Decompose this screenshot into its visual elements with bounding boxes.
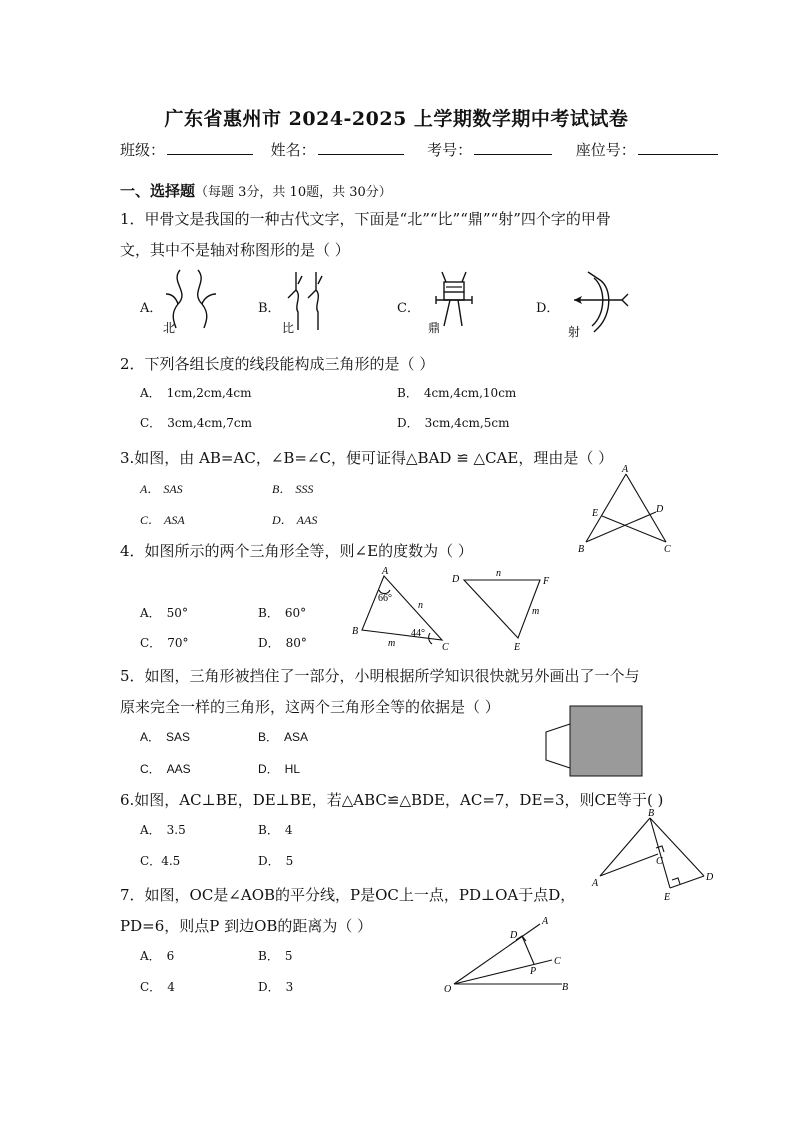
q1-option-c-label[interactable]: C． [397, 301, 420, 316]
q5-option-c[interactable] [140, 760, 191, 777]
q1-char-she: 射 [568, 325, 581, 338]
seat-label: 座位号： [575, 141, 636, 159]
q4-label-m-right: m [532, 606, 540, 617]
q2-option-a-label: A． [140, 386, 161, 400]
q4-angle-a: 66° [378, 593, 392, 604]
q4-option-b-text: 60° [284, 606, 307, 620]
q7-option-c[interactable] [140, 978, 175, 995]
oracle-bei-glyph [160, 266, 224, 336]
q3-figure [572, 462, 682, 554]
q7-label-o: O [444, 984, 452, 995]
q6-option-b-label: B． [258, 823, 279, 837]
q4-label-b: B [352, 626, 359, 637]
q6-option-c-label: C． [140, 854, 162, 868]
section-note: （每题 3分，共 10题，共 30分） [195, 185, 392, 200]
q2-option-b-label: B． [397, 386, 418, 400]
q3-label-d: D [656, 504, 664, 515]
q6-label-c: C [656, 856, 663, 867]
seat-field[interactable] [638, 140, 718, 155]
oracle-bi-glyph [280, 266, 336, 336]
q7-option-a[interactable] [140, 947, 174, 964]
q6-option-a-text: 3.5 [166, 823, 186, 837]
q5-option-b-label: B． [258, 730, 279, 744]
q4-option-c[interactable] [140, 634, 188, 651]
q3-option-d[interactable] [272, 511, 317, 528]
q5-option-a[interactable] [140, 728, 190, 745]
q4-label-d: D [452, 574, 460, 585]
q4-label-c: C [442, 642, 449, 653]
q2-option-d-text: 3cm,4cm,5cm [424, 416, 510, 430]
page-title: 广东省惠州市 2024-2025 上学期数学期中考试试卷 [164, 108, 629, 130]
q1-char-ding: 鼎 [428, 321, 441, 335]
q1-option-b-label[interactable]: B． [258, 301, 281, 316]
q4-option-d-text: 80° [285, 636, 307, 650]
section-heading [120, 180, 392, 201]
q4-option-c-text: 70° [167, 636, 189, 650]
q5-option-b-text: ASA [284, 730, 309, 744]
q5-option-a-text: SAS [166, 730, 191, 744]
q6-option-b-text: 4 [284, 823, 293, 837]
q3-label-e: E [592, 508, 599, 519]
q6-label-b: B [648, 808, 655, 819]
q6-label-d: D [706, 872, 714, 883]
q6-option-d-label: D． [258, 854, 280, 868]
q2-option-a[interactable] [140, 384, 252, 401]
q7-line2: PD=6，则点P 到边OB的距离为（ ） [120, 917, 373, 935]
q7-option-b-label: B． [258, 949, 279, 963]
q7-option-d-text: 3 [285, 980, 294, 994]
q2-stem: 2．下列各组长度的线段能构成三角形的是（ ） [120, 355, 435, 373]
q5-line2: 原来完全一样的三角形，这两个三角形全等的依据是（ ） [120, 698, 500, 716]
q4-label-n-left: n [418, 600, 423, 611]
q7-label-d: D [510, 930, 518, 941]
q1-char-bei: 北 [163, 321, 176, 335]
q7-option-a-text: 6 [166, 949, 175, 963]
q4-option-b-label: B． [258, 606, 279, 620]
q3-option-c[interactable] [140, 511, 185, 528]
q6-figure [590, 806, 720, 902]
q6-label-a: A [592, 878, 599, 889]
q3-option-d-label: D． [272, 513, 293, 527]
q4-label-m-left: m [388, 638, 396, 649]
section-title: 一、选择题 [120, 182, 196, 200]
header-fields [120, 139, 718, 160]
q3-option-a-text: SAS [163, 482, 183, 496]
q4-option-b[interactable] [258, 604, 306, 621]
q5-option-c-text: AAS [166, 762, 191, 776]
q5-cover-block [570, 706, 642, 776]
q7-option-d-label: D． [258, 980, 280, 994]
q7-label-b: B [562, 982, 569, 993]
q6-option-b[interactable] [258, 821, 292, 838]
exam-no-field[interactable] [474, 140, 552, 155]
q4-label-a: A [382, 566, 389, 577]
exam-no-label: 考号： [427, 141, 473, 159]
q4-option-a[interactable] [140, 604, 188, 621]
q6-label-e: E [664, 892, 671, 902]
q5-option-d-label: D． [258, 762, 279, 776]
q6-option-c[interactable] [140, 852, 180, 869]
q4-label-f: F [543, 576, 550, 587]
q1-char-bi: 比 [282, 321, 295, 335]
q3-option-b-label: B． [272, 482, 292, 496]
q6-option-c-text: 4.5 [161, 854, 181, 868]
q3-stem: 3.如图，由 AB=AC，∠B=∠C，便可证得△BAD ≌ △CAE，理由是（ ） [120, 449, 614, 467]
q5-line1: 5．如图，三角形被挡住了一部分，小明根据所学知识很快就另外画出了一个与 [120, 667, 640, 685]
q2-option-a-text: 1cm,2cm,4cm [166, 386, 252, 400]
oracle-ding-glyph [420, 266, 484, 338]
q7-option-b-text: 5 [284, 949, 293, 963]
q2-option-c[interactable] [140, 414, 252, 431]
q5-option-a-label: A． [140, 730, 161, 744]
q3-option-b[interactable] [272, 480, 313, 497]
q4-angle-c: 44° [411, 628, 425, 639]
q4-option-d-label: D． [258, 636, 280, 650]
q7-option-c-label: C． [140, 980, 162, 994]
oracle-she-glyph [568, 266, 632, 338]
q3-option-c-text: ASA [164, 513, 185, 527]
q7-figure [436, 908, 580, 998]
q5-option-b[interactable] [258, 728, 308, 745]
q6-stem: 6.如图，AC⊥BE，DE⊥BE，若△ABC≌△BDE，AC=7，DE=3，则CE等于( ) [120, 791, 664, 809]
name-field[interactable] [318, 140, 404, 155]
q4-figure [346, 562, 558, 654]
q1-line1: 1．甲骨文是我国的一种古代文字，下面是“北”“比”“鼎”“射”四个字的甲骨 [120, 210, 611, 228]
q5-option-d-text: HL [284, 762, 301, 776]
q7-label-p: P [530, 966, 537, 977]
class-field[interactable] [167, 140, 253, 155]
q5-option-d[interactable] [258, 760, 300, 777]
q1-option-a-label[interactable]: A． [140, 301, 163, 316]
q3-option-a-label: A． [140, 482, 160, 496]
q5-figure [540, 702, 646, 778]
q2-option-c-label: C． [140, 416, 162, 430]
q4-option-a-text: 50° [166, 606, 188, 620]
q6-option-d[interactable] [258, 852, 293, 869]
q7-label-c: C [554, 956, 561, 967]
q6-option-d-text: 5 [285, 854, 294, 868]
q4-stem: 4．如图所示的两个三角形全等，则∠E的度数为（ ） [120, 542, 473, 560]
q1-line2: 文，其中不是轴对称图形的是（ ） [120, 241, 350, 259]
q2-option-b-text: 4cm,4cm,10cm [423, 386, 517, 400]
q6-option-a[interactable] [140, 821, 186, 838]
class-label: 班级： [120, 141, 166, 159]
q7-label-a: A [542, 916, 549, 927]
q2-option-b[interactable] [397, 384, 516, 401]
q2-option-d-label: D． [397, 416, 419, 430]
q3-option-a[interactable] [140, 480, 183, 497]
q7-option-b[interactable] [258, 947, 292, 964]
q4-option-c-label: C． [140, 636, 162, 650]
q3-label-a: A [622, 464, 629, 475]
q4-option-a-label: A． [140, 606, 161, 620]
q2-option-d[interactable] [397, 414, 509, 431]
q7-option-c-text: 4 [167, 980, 175, 994]
q7-option-a-label: A． [140, 949, 161, 963]
q6-option-a-label: A． [140, 823, 161, 837]
q3-option-b-text: SSS [295, 482, 314, 496]
q4-label-n-right: n [496, 568, 501, 579]
name-label: 姓名： [270, 141, 316, 159]
q3-label-c: C [664, 544, 671, 554]
q5-option-c-label: C． [140, 762, 161, 776]
q1-option-d-label[interactable]: D． [536, 301, 560, 316]
q3-label-b: B [578, 544, 585, 554]
q3-option-d-text: AAS [296, 513, 318, 527]
q7-line1: 7．如图，OC是∠AOB的平分线，P是OC上一点，PD⊥OA于点D， [120, 886, 576, 904]
q4-label-e: E [514, 642, 521, 653]
q7-option-d[interactable] [258, 978, 293, 995]
q3-option-c-label: C． [140, 513, 161, 527]
q2-option-c-text: 3cm,4cm,7cm [167, 416, 253, 430]
q4-option-d[interactable] [258, 634, 307, 651]
